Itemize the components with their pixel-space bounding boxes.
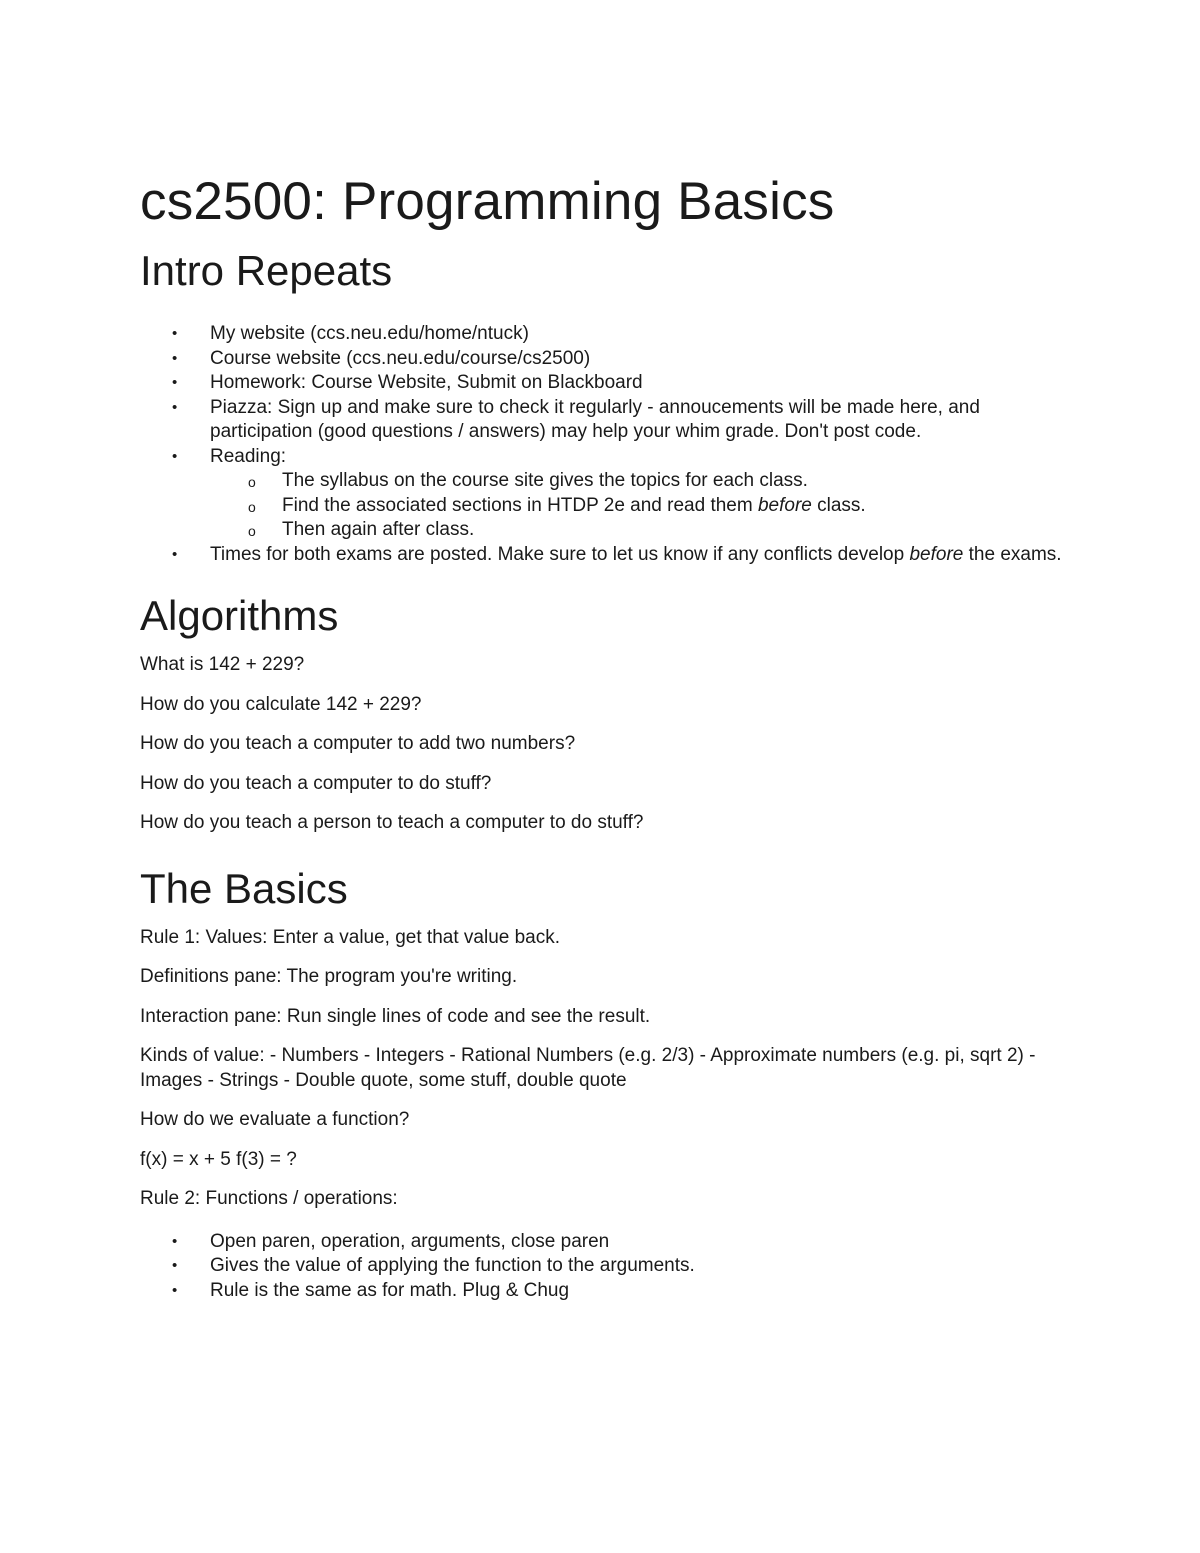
paragraph: How do you teach a computer to do stuff?	[140, 772, 492, 794]
list-item: • Homework: Course Website, Submit on Blackboard	[140, 371, 1070, 396]
intro-list	[140, 322, 1070, 567]
bullet-icon: •	[172, 545, 178, 563]
sublist-item: o Then again after class.	[210, 518, 1070, 543]
reading-sublist	[210, 469, 1070, 543]
paragraph: Rule 2: Functions / operations:	[140, 1188, 398, 1209]
sublist-item: o The syllabus on the course site gives the topics for each class.	[210, 469, 1070, 494]
bullet-icon: •	[172, 325, 178, 342]
bullet-icon: •	[172, 1232, 178, 1250]
bullet-icon: •	[172, 398, 178, 416]
paragraph: What is 142 + 229?	[140, 654, 305, 675]
list-item: • Gives the value of applying the function to the arguments.	[140, 1254, 1070, 1279]
paragraph: How do we evaluate a function?	[140, 1109, 410, 1130]
list-item: • My website (ccs.neu.edu/home/ntuck)	[140, 322, 1070, 347]
document-title: cs2500: Programming Basics	[140, 172, 835, 231]
paragraph: Kinds of value: - Numbers - Integers - Rational Numbers (e.g. 2/3) - Approximate numbers (e.g. pi, sqrt 2) - Images - Strings - Double quote, some stuff, double quote	[140, 1045, 1036, 1091]
document-body	[140, 168, 1070, 1303]
paragraph: How do you calculate 142 + 229?	[140, 693, 422, 715]
paragraph: Definitions pane: The program you're writing.	[140, 966, 518, 987]
bullet-icon: •	[172, 1257, 178, 1274]
bullet-icon: •	[172, 374, 178, 391]
paragraph: How do you teach a person to teach a computer to do stuff?	[140, 812, 644, 833]
list-item: • Times for both exams are posted. Make sure to let us know if any conflicts develop before the exams.	[140, 543, 1070, 568]
bullet-icon: •	[172, 349, 178, 367]
section-heading-intro: Intro Repeats	[140, 247, 393, 294]
paragraph: Interaction pane: Run single lines of code and see the result.	[140, 1005, 651, 1027]
list-item: • Open paren, operation, arguments, close paren	[140, 1230, 1070, 1255]
bullet-icon: •	[172, 1281, 178, 1299]
list-item: • Rule is the same as for math. Plug & Chug	[140, 1279, 1070, 1304]
list-item: • Reading: o The syllabus on the course site gives the topics for each class. o Find the associated sections in HTDP 2e and read them before class. o Then again after class.	[140, 445, 1070, 543]
rule2-list	[140, 1230, 1070, 1304]
circle-bullet-icon: o	[248, 474, 256, 490]
circle-bullet-icon: o	[248, 498, 256, 515]
paragraph: f(x) = x + 5 f(3) = ?	[140, 1148, 297, 1170]
paragraph: Rule 1: Values: Enter a value, get that value back.	[140, 926, 561, 948]
list-item: • Course website (ccs.neu.edu/course/cs2500)	[140, 347, 1070, 372]
bullet-icon: •	[172, 447, 178, 465]
circle-bullet-icon: o	[248, 523, 256, 539]
section-heading-algorithms: Algorithms	[140, 592, 339, 639]
section-heading-basics: The Basics	[140, 864, 348, 912]
sublist-item: o Find the associated sections in HTDP 2e and read them before class.	[210, 494, 1070, 519]
list-item: • Piazza: Sign up and make sure to check it regularly - annoucements will be made here, and participation (good questions / answers) may help your whim grade. Don't post code.	[172, 396, 980, 442]
paragraph: How do you teach a computer to add two numbers?	[140, 733, 576, 754]
